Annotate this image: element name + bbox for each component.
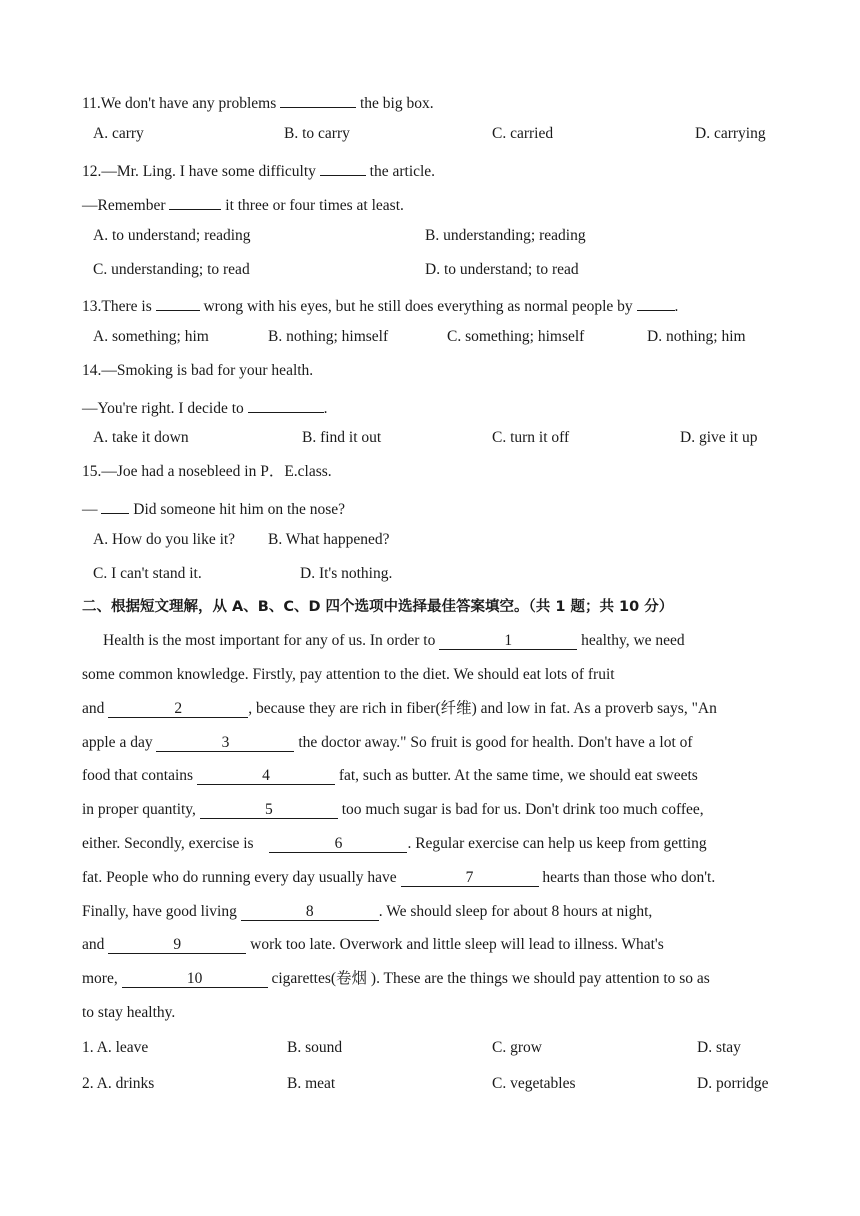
question-15: 15.—Joe had a nosebleed in P．E.class. bbox=[82, 463, 332, 480]
passage-text: and bbox=[82, 936, 109, 953]
option-c[interactable]: C. understanding; to read bbox=[93, 261, 250, 278]
reply-end: Did someone hit him on the nose? bbox=[129, 501, 346, 518]
option-d[interactable]: D. give it up bbox=[680, 429, 758, 446]
reply-end: it three or four times at least. bbox=[221, 197, 404, 214]
passage-text: , because they are rich in fiber(纤维) and low in fat. As a proverb says, "An bbox=[248, 700, 717, 717]
answer-blank[interactable] bbox=[169, 192, 221, 210]
question-12-reply bbox=[82, 192, 404, 216]
option-d[interactable]: D. stay bbox=[697, 1039, 741, 1056]
passage-line: to stay healthy. bbox=[82, 1004, 176, 1021]
passage-text: the doctor away." So fruit is good for health. Don't have a lot of bbox=[294, 734, 693, 751]
reply-start: — bbox=[82, 501, 102, 518]
question-13-stem-end: . bbox=[674, 298, 679, 315]
option-a[interactable]: A. to understand; reading bbox=[93, 227, 251, 244]
passage-text: . Regular exercise can help us keep from getting bbox=[407, 835, 707, 852]
question-12 bbox=[82, 158, 435, 182]
passage-blank[interactable]: 6 bbox=[269, 835, 407, 853]
answer-blank[interactable] bbox=[248, 395, 324, 413]
option-b[interactable]: B. What happened? bbox=[268, 531, 390, 548]
option-d[interactable]: D. It's nothing. bbox=[300, 565, 393, 582]
passage-line: some common knowledge. Firstly, pay attention to the diet. We should eat lots of fruit bbox=[82, 666, 615, 683]
passage-blank[interactable]: 1 bbox=[439, 632, 577, 650]
passage-line bbox=[82, 935, 664, 955]
option-b[interactable]: B. sound bbox=[287, 1039, 343, 1056]
passage-blank[interactable]: 8 bbox=[241, 903, 379, 921]
passage-text: healthy, we need bbox=[577, 632, 685, 649]
answer-blank[interactable] bbox=[320, 158, 366, 176]
answer-blank[interactable] bbox=[156, 293, 200, 311]
option-b[interactable]: B. find it out bbox=[302, 429, 382, 446]
passage-line bbox=[82, 834, 707, 854]
passage-blank[interactable]: 10 bbox=[122, 970, 268, 988]
passage-text: either. Secondly, exercise is bbox=[82, 835, 258, 852]
option-b[interactable]: B. to carry bbox=[284, 125, 350, 142]
option-c[interactable]: C. something; himself bbox=[447, 328, 585, 345]
passage-text: more, bbox=[82, 970, 122, 987]
passage-line bbox=[82, 969, 710, 989]
option-a[interactable]: A. carry bbox=[93, 125, 144, 142]
option-a[interactable]: A. something; him bbox=[93, 328, 209, 345]
passage-text: . We should sleep for about 8 hours at night, bbox=[378, 903, 653, 920]
option-c[interactable]: C. I can't stand it. bbox=[93, 565, 202, 582]
passage-blank[interactable]: 3 bbox=[156, 734, 294, 752]
passage-text: Finally, have good living bbox=[82, 903, 241, 920]
passage-line bbox=[82, 733, 693, 753]
passage-text: in proper quantity, bbox=[82, 801, 200, 818]
option-b[interactable]: B. meat bbox=[287, 1075, 336, 1092]
option-a[interactable]: 1. A. leave bbox=[82, 1039, 149, 1056]
question-13-stem-start: 13.There is bbox=[82, 298, 156, 315]
question-13 bbox=[82, 293, 678, 317]
option-c[interactable]: C. grow bbox=[492, 1039, 542, 1056]
passage-text: cigarettes(卷烟 ). These are the things we should pay attention to so as bbox=[267, 970, 710, 987]
option-a[interactable]: 2. A. drinks bbox=[82, 1075, 155, 1092]
passage-blank[interactable]: 9 bbox=[108, 936, 246, 954]
passage-text: hearts than those who don't. bbox=[538, 869, 716, 886]
reply-start: —Remember bbox=[82, 197, 170, 214]
option-a[interactable]: A. How do you like it? bbox=[93, 531, 236, 548]
passage-blank[interactable]: 2 bbox=[108, 700, 248, 718]
passage-text: fat, such as butter. At the same time, we should eat sweets bbox=[334, 767, 698, 784]
option-b[interactable]: B. nothing; himself bbox=[268, 328, 389, 345]
option-c[interactable]: C. vegetables bbox=[492, 1075, 576, 1092]
question-12-stem-end: the article. bbox=[365, 163, 436, 180]
option-a[interactable]: A. take it down bbox=[93, 429, 189, 446]
passage-text: Health is the most important for any of us. In order to bbox=[103, 632, 440, 649]
question-14-reply bbox=[82, 395, 328, 419]
passage-blank[interactable]: 5 bbox=[200, 801, 338, 819]
passage-line bbox=[82, 766, 698, 786]
question-12-stem-start: 12.—Mr. Ling. I have some difficulty bbox=[82, 163, 320, 180]
question-11-stem-end: the big box. bbox=[356, 95, 434, 112]
option-d[interactable]: D. porridge bbox=[697, 1075, 769, 1092]
question-11-stem-start: 11.We don't have any problems bbox=[82, 95, 281, 112]
answer-blank[interactable] bbox=[637, 293, 675, 311]
passage-blank[interactable]: 7 bbox=[401, 869, 539, 887]
answer-blank[interactable] bbox=[280, 90, 356, 108]
option-c[interactable]: C. carried bbox=[492, 125, 554, 142]
question-11 bbox=[82, 90, 434, 114]
passage-line bbox=[103, 631, 685, 651]
passage-line bbox=[82, 800, 704, 820]
question-15-reply bbox=[82, 496, 345, 520]
question-14: 14.—Smoking is bad for your health. bbox=[82, 362, 314, 379]
reply-start: —You're right. I decide to bbox=[82, 400, 248, 417]
section-heading: 二、根据短文理解，从 A、B、C、D 四个选项中选择最佳答案填空。（共 1 题；共 10 分） bbox=[82, 599, 674, 615]
passage-line bbox=[82, 699, 717, 719]
passage-text: apple a day bbox=[82, 734, 157, 751]
passage-text: too much sugar is bad for us. Don't drink too much coffee, bbox=[337, 801, 704, 818]
passage-text: fat. People who do running every day usually have bbox=[82, 869, 401, 886]
passage-blank[interactable]: 4 bbox=[197, 767, 335, 785]
option-d[interactable]: D. carrying bbox=[695, 125, 766, 142]
passage-text: food that contains bbox=[82, 767, 197, 784]
passage-text: and bbox=[82, 700, 109, 717]
question-13-stem-middle: wrong with his eyes, but he still does everything as normal people by bbox=[199, 298, 637, 315]
passage-text: work too late. Overwork and little sleep will lead to illness. What's bbox=[246, 936, 664, 953]
reply-end: . bbox=[323, 400, 328, 417]
passage-line bbox=[82, 902, 652, 922]
passage-line bbox=[82, 868, 715, 888]
option-d[interactable]: D. nothing; him bbox=[647, 328, 746, 345]
option-c[interactable]: C. turn it off bbox=[492, 429, 570, 446]
option-b[interactable]: B. understanding; reading bbox=[425, 227, 586, 244]
option-d[interactable]: D. to understand; to read bbox=[425, 261, 579, 278]
answer-blank[interactable] bbox=[101, 496, 129, 514]
